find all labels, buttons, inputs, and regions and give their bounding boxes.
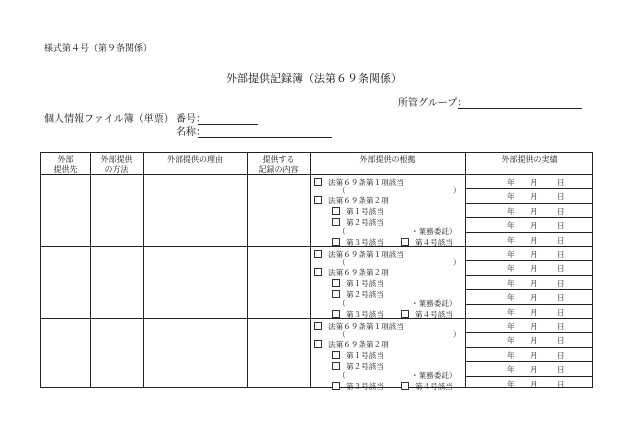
item4-checkbox[interactable]	[401, 310, 453, 319]
record-row-divider	[465, 304, 592, 305]
outsourcing-paren-open	[338, 372, 346, 380]
basis-text: 法第６９条第２項	[328, 196, 389, 205]
day-label: 日	[557, 206, 565, 216]
item1-checkbox[interactable]	[332, 279, 384, 288]
group-divider	[41, 246, 592, 247]
column-divider	[143, 153, 144, 387]
basis-text: 第２号該当	[346, 218, 384, 227]
day-label: 日	[557, 379, 565, 389]
basis-text: （	[338, 258, 346, 267]
month-label: 月	[530, 221, 538, 231]
outsourcing-label	[411, 300, 457, 308]
basis-text: ）	[453, 330, 461, 339]
day-label: 日	[557, 278, 565, 288]
checkbox-square[interactable]	[332, 310, 340, 318]
day-label: 日	[557, 365, 565, 375]
month-label: 月	[530, 235, 538, 245]
month-label: 月	[530, 322, 538, 331]
month-label: 月	[530, 293, 538, 303]
art69-1-checkbox[interactable]	[314, 178, 404, 187]
checkbox-square[interactable]	[332, 351, 340, 359]
basis-text: 第４号該当	[415, 310, 453, 319]
header-destination: 外部 提供先	[53, 155, 78, 174]
basis-text: 法第６９条第２項	[328, 340, 389, 349]
form-number: 様式第４号（第９条関係）	[44, 44, 153, 54]
basis-text: 第１号該当	[346, 279, 384, 288]
basis-text: （	[338, 330, 346, 339]
record-row-divider	[465, 376, 592, 377]
reason-paren-close	[453, 331, 461, 339]
year-label: 年	[507, 178, 515, 187]
header-basis: 外部提供の根拠	[359, 155, 416, 164]
checkbox-square[interactable]	[332, 279, 340, 287]
outsourcing-paren-open	[338, 300, 346, 308]
day-label: 日	[557, 336, 565, 346]
basis-text: ・業務委託）	[411, 299, 457, 308]
item1-checkbox[interactable]	[332, 351, 384, 360]
day-label: 日	[557, 264, 565, 274]
checkbox-square[interactable]	[401, 310, 409, 318]
month-label: 月	[530, 178, 538, 187]
basis-text: ）	[453, 186, 461, 195]
year-label: 年	[507, 206, 515, 216]
item3-checkbox[interactable]	[332, 382, 384, 391]
month-label: 月	[530, 192, 538, 202]
record-row-divider	[465, 361, 592, 362]
month-label: 月	[530, 379, 538, 389]
year-label: 年	[507, 379, 515, 389]
checkbox-square[interactable]	[314, 178, 322, 186]
basis-text: 第３号該当	[346, 310, 384, 319]
basis-text: 第２号該当	[346, 290, 384, 299]
column-divider	[90, 153, 91, 387]
year-label: 年	[507, 322, 515, 331]
record-row-divider	[465, 289, 592, 290]
day-label: 日	[557, 307, 565, 317]
checkbox-square[interactable]	[332, 362, 340, 370]
item2-checkbox[interactable]	[332, 362, 384, 371]
header-reason: 外部提供の理由	[167, 155, 223, 164]
checkbox-square[interactable]	[401, 238, 409, 246]
item4-checkbox[interactable]	[401, 238, 453, 247]
checkbox-square[interactable]	[332, 218, 340, 226]
art69-2-checkbox[interactable]	[314, 196, 389, 205]
item1-checkbox[interactable]	[332, 207, 384, 216]
month-label: 月	[530, 350, 538, 360]
item2-checkbox[interactable]	[332, 218, 384, 227]
checkbox-square[interactable]	[401, 382, 409, 390]
year-label: 年	[507, 278, 515, 288]
reason-paren-open	[338, 187, 346, 195]
day-label: 日	[557, 350, 565, 360]
group-divider	[41, 318, 592, 319]
record-row-divider	[465, 232, 592, 233]
name-field[interactable]	[198, 137, 332, 138]
record-row-divider	[465, 332, 592, 333]
basis-text: （	[338, 371, 346, 380]
dept-group-label: 所管グループ：	[398, 98, 468, 109]
month-label: 月	[530, 206, 538, 216]
month-label: 月	[530, 336, 538, 346]
column-divider	[247, 153, 248, 387]
item3-checkbox[interactable]	[332, 310, 384, 319]
day-label: 日	[557, 178, 565, 187]
record-row-divider	[465, 188, 592, 189]
basis-text: （	[338, 299, 346, 308]
checkbox-square[interactable]	[332, 207, 340, 215]
name-label: 名称：	[176, 127, 206, 138]
number-label: 番号：	[176, 114, 206, 125]
checkbox-square[interactable]	[314, 250, 322, 258]
basis-text: ・業務委託）	[411, 227, 457, 236]
basis-text: 第４号該当	[415, 238, 453, 247]
record-row-divider	[465, 347, 592, 348]
header-record: 外部提供の実績	[501, 155, 558, 164]
page-title: 外部提供記録簿（法第６９条関係）	[226, 72, 402, 85]
month-label: 月	[530, 250, 538, 259]
item4-checkbox[interactable]	[401, 382, 453, 391]
basis-text: ・業務委託）	[411, 371, 457, 380]
record-row-divider	[465, 275, 592, 276]
checkbox-square[interactable]	[314, 340, 322, 348]
checkbox-square[interactable]	[314, 322, 322, 330]
day-label: 日	[557, 322, 565, 331]
basis-text: 第３号該当	[346, 238, 384, 247]
reason-paren-close	[453, 187, 461, 195]
year-label: 年	[507, 250, 515, 259]
art69-2-checkbox[interactable]	[314, 268, 389, 277]
art69-2-checkbox[interactable]	[314, 340, 389, 349]
basis-text: 法第６９条第２項	[328, 268, 389, 277]
dept-group-field[interactable]	[458, 108, 582, 109]
file-label: 個人情報ファイル簿（単票）	[44, 114, 174, 125]
outsourcing-paren-open	[338, 228, 346, 236]
basis-text: 法第６９条第１項該当	[328, 178, 404, 187]
basis-text: （	[338, 227, 346, 236]
month-label: 月	[530, 307, 538, 317]
checkbox-square[interactable]	[332, 238, 340, 246]
outsourcing-label	[411, 228, 457, 236]
basis-text: 第１号該当	[346, 351, 384, 360]
day-label: 日	[557, 235, 565, 245]
checkbox-square[interactable]	[314, 196, 322, 204]
art69-1-checkbox[interactable]	[314, 322, 404, 331]
number-field[interactable]	[198, 124, 258, 125]
year-label: 年	[507, 221, 515, 231]
year-label: 年	[507, 350, 515, 360]
basis-text: 法第６９条第１項該当	[328, 322, 404, 331]
month-label: 月	[530, 278, 538, 288]
checkbox-square[interactable]	[314, 268, 322, 276]
header-content: 提供する 記録の内容	[258, 155, 299, 174]
record-table	[40, 152, 593, 391]
year-label: 年	[507, 293, 515, 303]
art69-1-checkbox[interactable]	[314, 250, 404, 259]
day-label: 日	[557, 250, 565, 259]
record-row-divider	[465, 217, 592, 218]
month-label: 月	[530, 264, 538, 274]
day-label: 日	[557, 192, 565, 202]
year-label: 年	[507, 307, 515, 317]
header-method: 外部提供 の方法	[100, 155, 133, 174]
basis-text: 第２号該当	[346, 362, 384, 371]
day-label: 日	[557, 293, 565, 303]
year-label: 年	[507, 264, 515, 274]
year-label: 年	[507, 336, 515, 346]
reason-paren-open	[338, 259, 346, 267]
year-label: 年	[507, 192, 515, 202]
year-label: 年	[507, 365, 515, 375]
month-label: 月	[530, 365, 538, 375]
day-label: 日	[557, 221, 565, 231]
basis-text: 第１号該当	[346, 207, 384, 216]
outsourcing-label	[411, 372, 457, 380]
reason-paren-open	[338, 331, 346, 339]
item3-checkbox[interactable]	[332, 238, 384, 247]
checkbox-square[interactable]	[332, 290, 340, 298]
item2-checkbox[interactable]	[332, 290, 384, 299]
basis-text: 第４号該当	[415, 382, 453, 391]
record-row-divider	[465, 260, 592, 261]
basis-text: 法第６９条第１項該当	[328, 250, 404, 259]
record-row-divider	[465, 203, 592, 204]
basis-text: （	[338, 186, 346, 195]
checkbox-square[interactable]	[332, 382, 340, 390]
year-label: 年	[507, 235, 515, 245]
reason-paren-close	[453, 259, 461, 267]
basis-text: 第３号該当	[346, 382, 384, 391]
column-divider	[310, 153, 311, 387]
basis-text: ）	[453, 258, 461, 267]
